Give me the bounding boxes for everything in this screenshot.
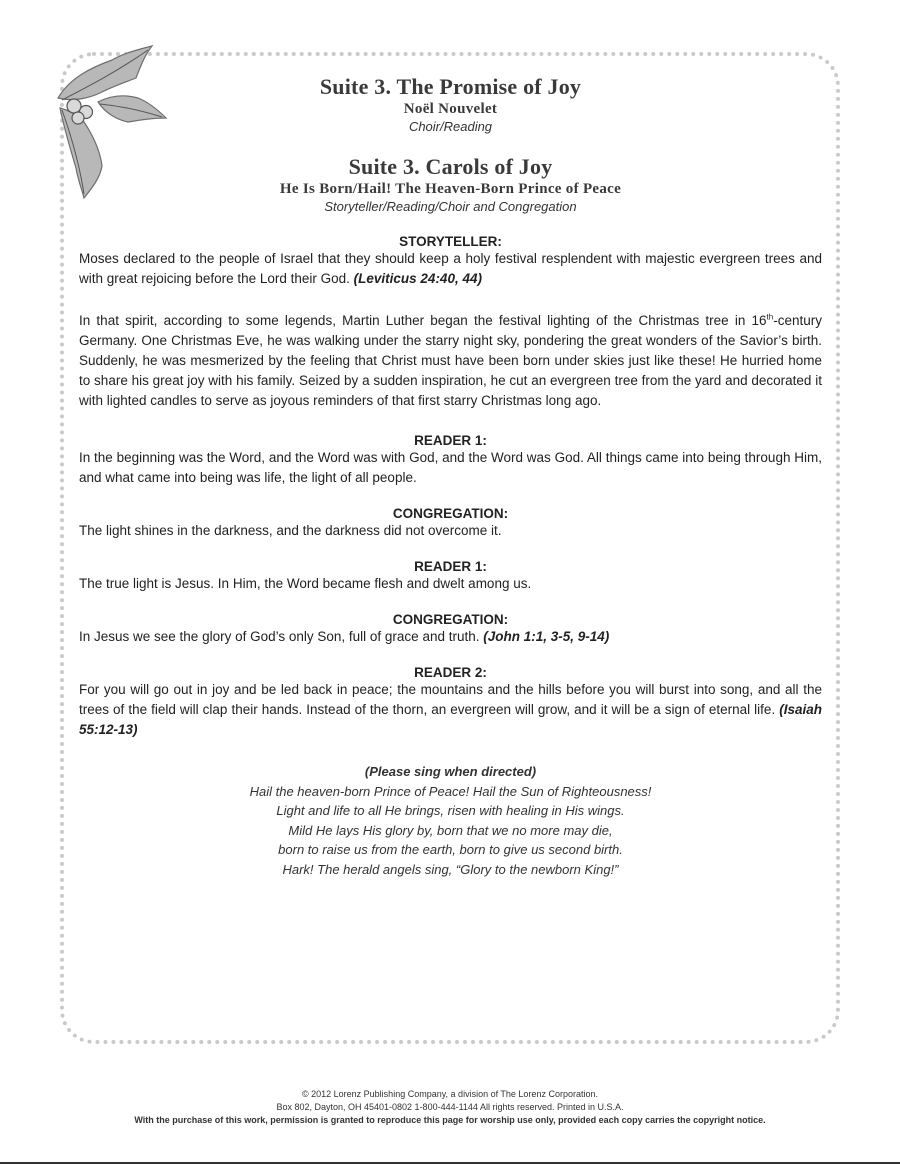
lyric-line: Hark! The herald angels sing, “Glory to the newborn King!” <box>282 861 619 877</box>
paragraph-text: Moses declared to the people of Israel that they should keep a holy festival resplendent with majestic evergreen trees and with great rejoicing before the Lord their God. <box>79 251 822 286</box>
reader-1-text: In the beginning was the Word, and the Word was with God, and the Word was God. All things came into being through Him, and what came into being was life, the light of all people. <box>79 450 822 485</box>
paragraph-text: For you will go out in joy and be led back in peace; the mountains and the hills before you will burst into song, and all the trees of the field will clap their hands. Instead of the thorn, an evergreen will grow, and it will be a sign of eternal life. <box>79 682 822 717</box>
speaker-congregation: CONGREGATION: <box>392 506 509 521</box>
page-content <box>79 74 822 879</box>
song-lyrics <box>79 762 822 879</box>
suite-title: Suite 3. Carols of Joy <box>348 154 553 179</box>
paragraph-text: In that spirit, according to some legends, Martin Luther began the festival lighting of the Christmas tree in 16 <box>79 313 767 328</box>
speaker-reader-2: READER 2: <box>414 665 487 680</box>
scripture-reference: (Isaiah 55:12-13) <box>79 702 822 737</box>
paragraph-text: In Jesus we see the glory of God’s only Son, full of grace and truth. <box>79 629 484 644</box>
reader-1-text: The true light is Jesus. In Him, the Word became flesh and dwelt among us. <box>79 576 532 591</box>
speaker-congregation: CONGREGATION: <box>392 612 509 627</box>
scripture-reference: (John 1:1, 3-5, 9-14) <box>483 629 610 644</box>
suite-subtitle: He Is Born/Hail! The Heaven-Born Prince of Peace <box>279 181 622 197</box>
lyric-line: Hail the heaven-born Prince of Peace! Hail the Sun of Righteousness! <box>249 783 652 799</box>
copyright-footer <box>0 1088 900 1127</box>
footer-line: © 2012 Lorenz Publishing Company, a division of The Lorenz Corporation. <box>302 1089 598 1099</box>
lyric-line: born to raise us from the earth, born to give us second birth. <box>278 842 623 857</box>
song-instruction: (Please sing when directed) <box>364 764 537 779</box>
storyteller-paragraph-2 <box>79 311 822 411</box>
speaker-storyteller: STORYTELLER: <box>399 234 502 249</box>
speaker-reader-1: READER 1: <box>414 433 487 448</box>
suite-header-carols <box>79 154 822 214</box>
suite-performers: Choir/Reading <box>408 119 493 134</box>
suite-subtitle: Noël Nouvelet <box>403 101 498 117</box>
suite-performers: Storyteller/Reading/Choir and Congregation <box>324 199 577 214</box>
storyteller-paragraph-1 <box>79 249 822 289</box>
speaker-reader-1: READER 1: <box>414 559 487 574</box>
congregation-text: The light shines in the darkness, and the darkness did not overcome it. <box>79 523 502 538</box>
suite-header-promise <box>79 74 822 134</box>
paragraph-text: -century Germany. One Christmas Eve, he was walking under the starry night sky, pondering the great wonders of the Savior’s birth. Suddenly, he was mesmerized by the feeling that Christ must have been born under skies just like these! He hurried home to share his great joy with his family. Seized by a sudden inspiration, he cut an evergreen tree from the yard and decorated it with lighted candles to serve as joyous reminders of that first starry Christmas long ago. <box>79 313 822 408</box>
suite-title: Suite 3. The Promise of Joy <box>319 74 582 99</box>
lyric-line: Mild He lays His glory by, born that we no more may die, <box>288 822 613 838</box>
superscript: th <box>766 312 774 322</box>
congregation-text <box>79 627 822 647</box>
lyric-line: Light and life to all He brings, risen with healing in His wings. <box>276 803 625 818</box>
footer-line: Box 802, Dayton, OH 45401-0802 1-800-444-1144 All rights reserved. Printed in U.S.A. <box>276 1102 624 1112</box>
reader-2-text <box>79 680 822 740</box>
scripture-reference: (Leviticus 24:40, 44) <box>353 271 482 286</box>
footer-permission-line: With the purchase of this work, permission is granted to reproduce this page for worship use only, provided each copy carries the copyright notice. <box>134 1115 766 1125</box>
